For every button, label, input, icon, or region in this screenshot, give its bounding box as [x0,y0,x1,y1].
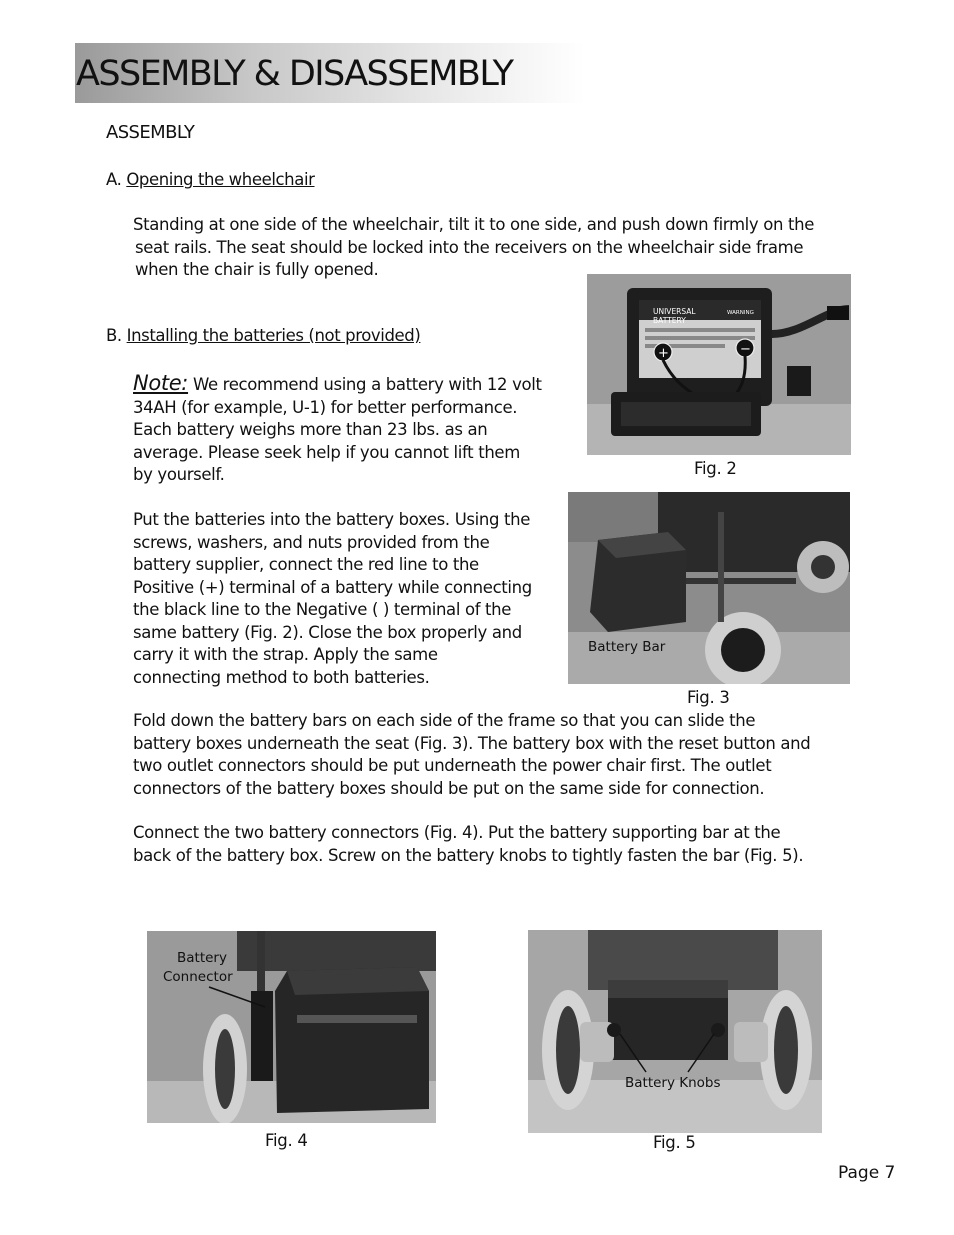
fig4-caption: Fig. 4 [265,1131,308,1150]
page-number: Page 7 [838,1163,896,1183]
note-label: Note: [133,371,189,395]
text-line: seat rails. The seat should be locked into the receivers on the wheelchair side frame [135,237,804,257]
part-a-title: Opening the wheelchair [126,170,315,189]
note-text: We recommend using a battery with 12 volt [188,375,542,394]
fig5-knobs-photo [528,930,822,1133]
svg-text:−: − [740,342,751,357]
fig4-connector-photo [147,931,436,1123]
part-a-paragraph [133,214,814,282]
text-line: Standing at one side of the wheelchair, tilt it to one side, and push down firmly on the [133,215,814,234]
battery-install-paragraph [133,509,532,689]
fig3-annotation: Battery Bar [588,639,666,655]
fig4-annotation-line2: Connector [163,969,233,985]
text-line: connectors of the battery boxes should be put on the same side for connection. [133,778,765,798]
text-line: by yourself. [133,465,225,484]
page-title: ASSEMBLY & DISASSEMBLY [76,54,513,94]
connectors-paragraph [133,822,803,867]
text-line: connecting method to both batteries. [133,667,430,687]
text-line: Connect the two battery connectors (Fig. 4). Put the battery supporting bar at the [133,823,781,842]
text-line: screws, washers, and nuts provided from the [133,532,490,552]
part-b-marker: B. [106,326,122,345]
battery-bars-paragraph [133,710,810,800]
text-line: Positive (+) terminal of a battery while connecting [133,577,532,597]
fig2-caption: Fig. 2 [694,459,737,478]
text-line: battery supplier, connect the red line to the [133,555,479,574]
part-a-marker: A. [106,170,122,189]
text-line: 34AH (for example, U-1) for better performance. [133,397,518,417]
battery-brand: WARNING [727,310,754,316]
note-first-line [133,372,542,397]
note-paragraph [133,372,542,487]
text-line: same battery (Fig. 2). Close the box properly and [133,622,522,642]
fig3-caption: Fig. 3 [687,688,730,707]
text-line: carry it with the strap. Apply the same [133,645,438,664]
battery-label-line2: BATTERY [653,316,686,325]
part-b-title: Installing the batteries (not provided) [126,326,421,345]
text-line: Put the batteries into the battery boxes. Using the [133,510,531,529]
text-line: when the chair is fully opened. [135,260,379,279]
text-line: back of the battery box. Screw on the battery knobs to tightly fasten the bar (Fig. 5). [133,845,804,865]
text-line: two outlet connectors should be put underneath the power chair first. The outlet [133,756,772,775]
battery-label-line1: UNIVERSAL [653,307,696,316]
fig5-caption: Fig. 5 [653,1133,696,1152]
fig2-battery-photo [587,274,851,455]
part-a-heading [106,170,315,189]
text-line: average. Please seek help if you cannot lift them [133,442,520,462]
part-b-heading [106,326,420,345]
fig4-annotation-line1: Battery [177,950,227,966]
svg-text:+: + [658,346,669,361]
fig3-chair-photo [568,492,850,684]
text-line: battery boxes underneath the seat (Fig. 3). The battery box with the reset button and [133,733,811,753]
text-line: the black line to the Negative ( ) terminal of the [133,600,512,619]
section-heading: ASSEMBLY [106,122,195,143]
text-line: Fold down the battery bars on each side of the frame so that you can slide the [133,711,756,730]
fig5-annotation: Battery Knobs [625,1075,721,1091]
text-line: Each battery weighs more than 23 lbs. as an [133,420,488,439]
